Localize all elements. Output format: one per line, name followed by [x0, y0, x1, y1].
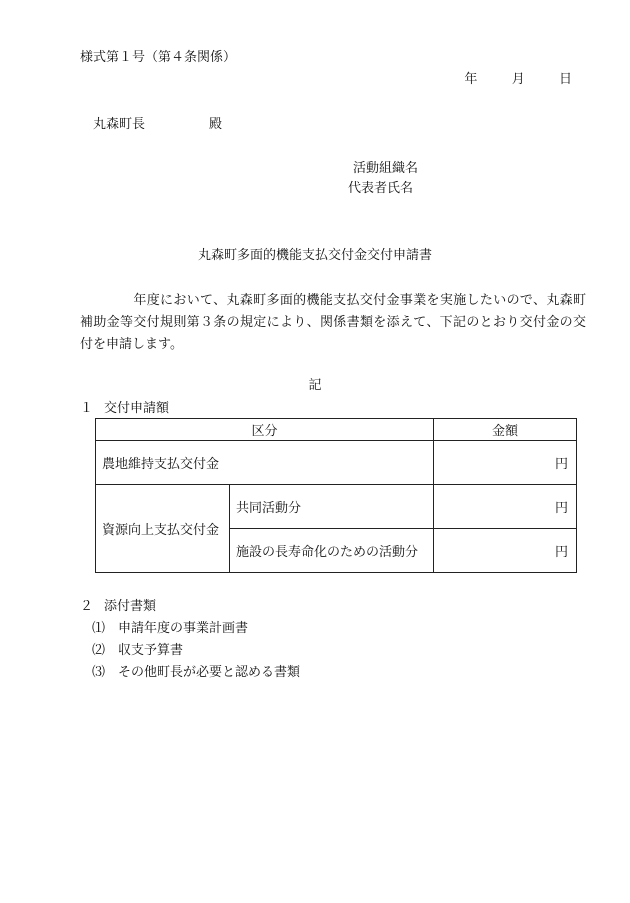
addressee-honorific: 殿 — [209, 117, 223, 132]
section-2-label: 添付書類 — [104, 599, 157, 614]
farmland-label: 農地維持支払交付金 — [96, 441, 434, 485]
amount-table — [95, 418, 577, 573]
header-amount: 金額 — [434, 419, 577, 441]
section-1-number: １ — [80, 401, 94, 416]
header-category: 区分 — [96, 419, 434, 441]
attachment-text: 収支予算書 — [118, 643, 184, 658]
table-row — [96, 485, 577, 529]
date-line — [464, 72, 572, 88]
addressee-name: 丸森町長 — [93, 117, 146, 132]
attachment-text: その他町長が必要と認める書類 — [118, 665, 301, 680]
date-day-label: 日 — [558, 72, 572, 87]
attachment-mark: ⑴ — [92, 621, 106, 636]
attachment-item — [92, 643, 183, 659]
farmland-amount[interactable]: 円 — [434, 441, 577, 485]
ki-heading: 記 — [308, 378, 322, 393]
addressee — [93, 117, 222, 133]
attachment-item — [92, 665, 300, 681]
date-year-label: 年 — [464, 72, 478, 87]
rep-name-label: 代表者氏名 — [348, 181, 414, 196]
joint-activity-label: 共同活動分 — [230, 485, 434, 529]
longevity-activity-label: 施設の長寿命化のための活動分 — [230, 529, 434, 573]
section-2-heading — [80, 599, 156, 615]
org-name-label: 活動組織名 — [353, 161, 419, 176]
table-header-row — [96, 419, 577, 441]
form-number: 様式第１号（第４条関係） — [80, 50, 237, 65]
body-text: 年度において、丸森町多面的機能支払交付金事業を実施したいので、丸森町補助金等交付規則第３条の規定により、関係書類を添えて、下記のとおり交付金の交付を申請します。 — [80, 293, 586, 352]
attachment-item — [92, 621, 248, 637]
section-1-heading — [80, 401, 169, 417]
date-month-label: 月 — [511, 72, 525, 87]
attachment-text: 申請年度の事業計画書 — [118, 621, 249, 636]
table-row — [96, 441, 577, 485]
longevity-activity-amount[interactable]: 円 — [434, 529, 577, 573]
section-1-label: 交付申請額 — [104, 401, 170, 416]
attachment-mark: ⑶ — [92, 665, 106, 680]
joint-activity-amount[interactable]: 円 — [434, 485, 577, 529]
document-title: 丸森町多面的機能支払交付金交付申請書 — [197, 248, 432, 263]
resource-label: 資源向上支払交付金 — [96, 485, 230, 573]
attachment-mark: ⑵ — [92, 643, 106, 658]
section-2-number: ２ — [80, 599, 94, 614]
